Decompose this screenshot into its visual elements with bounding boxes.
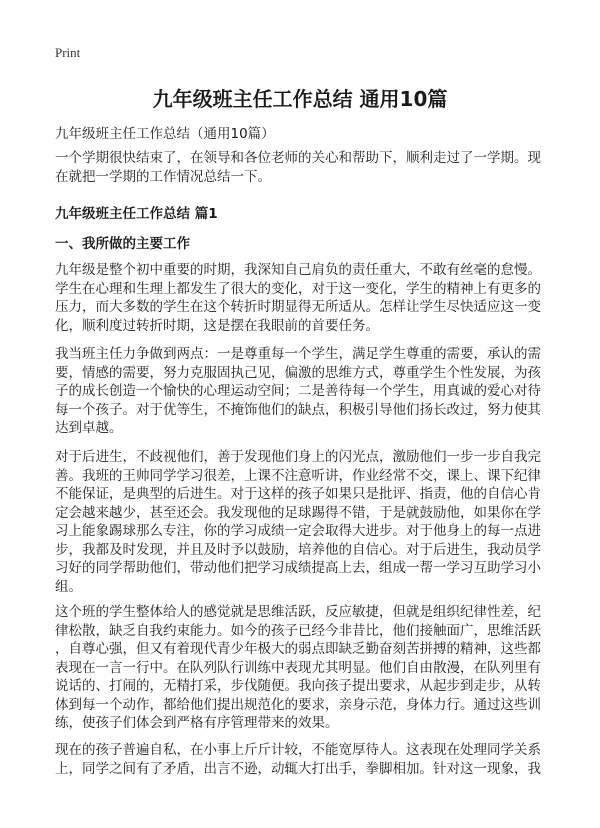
page-title: 九年级班主任工作总结 通用10篇 [152, 87, 448, 111]
text-line: 在就把一学期的工作情况总结一下。 [55, 168, 271, 185]
text-line: 达到卓越。 [55, 420, 123, 436]
text-line: 习好的同学帮助他们，带动他们把学习成绩提高上去，组成一帮一学习互助学习小 [55, 560, 541, 576]
text-line: 现在的孩子普遍自私，在小事上斤斤计较，不能宽厚待人。这表现在处理同学关系 [55, 742, 541, 758]
text-line: 练，使孩子们体会到严格有序管理带来的效果。 [55, 715, 339, 731]
text-line: 不能保证，是典型的后进生。对于这样的孩子如果只是批评、指责，他的自信心肯 [55, 486, 541, 502]
text-line: 一个学期很快结束了，在领导和各位老师的关心和帮助下，顺利走过了一学期。现 [55, 150, 541, 166]
text-line: 步，我都及时发现，并且及时予以鼓励，培养他的自信心。对于后进生，我动员学 [55, 541, 541, 558]
text-line: 要，情感的需要，努力克服固执己见，偏激的思维方式，尊重学生个性发展，为孩 [55, 364, 541, 381]
intro-paragraph [55, 149, 541, 186]
sub-heading: 一、我所做的主要工作 [55, 236, 190, 252]
text-line: 上，同学之间有了矛盾，出言不逊，动辄大打出手，拳脚相加。针对这一现象，我 [55, 760, 541, 777]
text-line: 每一个孩子。对于优等生，不掩饰他们的缺点，积极引导他们扬长改过，努力使其 [55, 401, 541, 418]
body-paragraph [55, 345, 541, 438]
text-line: 律松散，缺乏自我约束能力。如今的孩子已经今非昔比，他们接触面广，思维活跃 [55, 622, 541, 639]
text-line: 体到每一个动作，都给他们提出规范化的要求，亲身示范，身体力行。通过这些训 [55, 696, 541, 713]
text-line: 说话的、打闹的，无精打采，步伐随便。我向孩子提出要求，从起步到走步，从转 [55, 678, 541, 694]
text-line: 我当班主任力争做到两点：一是尊重每一个学生，满足学生尊重的需要，承认的需 [55, 346, 541, 362]
body-paragraph [55, 448, 541, 596]
text-line: 对于后进生，不歧视他们，善于发现他们身上的闪光点，激励他们一步一步自我完 [55, 449, 541, 465]
text-line: 定会越来越少，甚至还会。我发现他的足球踢得不错，于是就鼓励他，如果你在学 [55, 504, 541, 521]
text-line: 学生在心理和生理上都发生了很大的变化，对于这一变化，学生的精神上有更多的 [55, 280, 541, 297]
text-line: 化，顺利度过转折时期，这是摆在我眼前的首要任务。 [55, 317, 379, 334]
text-line: 九年级是整个初中重要的时期，我深知自己肩负的责任重大，不敢有丝毫的怠慢。 [55, 262, 541, 278]
document-subtitle: 九年级班主任工作总结（通用10篇） [55, 126, 275, 142]
body-paragraph [55, 261, 541, 335]
text-line: 表现在一言一行中。在队列队行训练中表现尤其明显。他们自由散漫，在队列里有 [55, 659, 541, 676]
section-heading: 九年级班主任工作总结 篇1 [55, 206, 218, 222]
text-line: ，自尊心强，但又有着现代青少年极大的弱点即缺乏勤奋刻苦拼搏的精神，这些都 [55, 641, 541, 657]
body-paragraph [55, 603, 541, 733]
text-line: 这个班的学生整体给人的感觉就是思维活跃，反应敏捷，但就是组织纪律性差，纪 [55, 604, 541, 620]
text-line: 习上能象踢球那么专注，你的学习成绩一定会取得大进步。对于他身上的每一点进 [55, 523, 541, 539]
print-link[interactable]: Print [55, 45, 81, 60]
text-line: 子的成长创造一个愉快的心理运动空间；二是善待每一个学生，用真诚的爱心对待 [55, 383, 541, 399]
text-line: 善。我班的王帅同学学习很差，上课不注意听讲，作业经常不交，课上、课下纪律 [55, 467, 541, 484]
body-paragraph [55, 741, 541, 778]
text-line: 组。 [55, 578, 82, 595]
text-line: 压力，而大多数的学生在这个转折时期显得无所适从。怎样让学生尽快适应这一变 [55, 299, 541, 315]
